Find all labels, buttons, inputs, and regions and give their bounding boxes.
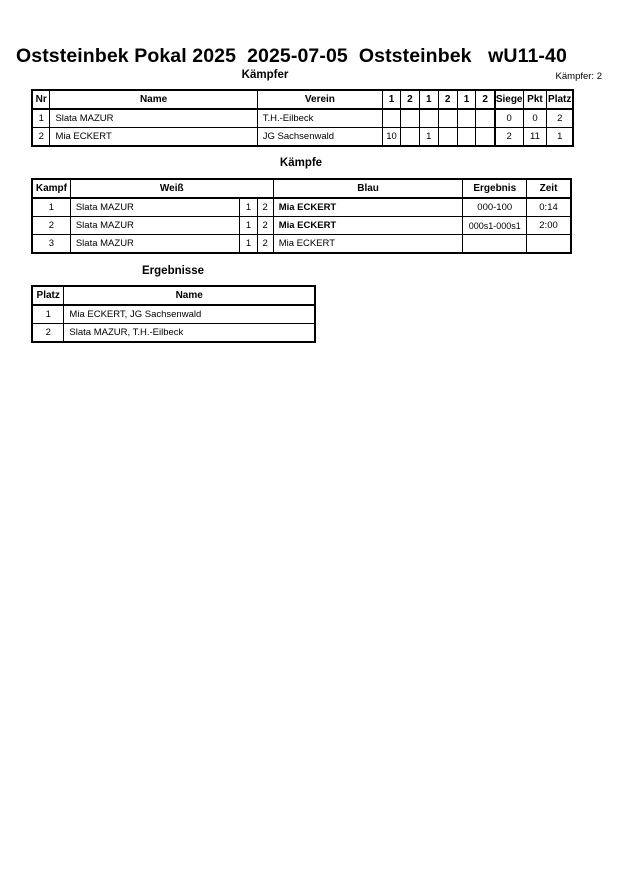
cell-place: 1: [32, 305, 64, 324]
cell-white-score: 1: [240, 217, 257, 235]
col-fight: Kampf: [32, 179, 70, 198]
cell-round: [476, 128, 495, 147]
col-round: 1: [457, 90, 476, 109]
cell-blue: Mia ECKERT: [273, 235, 463, 254]
col-place: Platz: [547, 90, 573, 109]
table-row: [32, 198, 571, 217]
fights-table: [31, 178, 572, 254]
cell-round: [457, 109, 476, 128]
cell-fight-num: 2: [32, 217, 70, 235]
cell-club: JG Sachsenwald: [257, 128, 382, 147]
cell-round: [457, 128, 476, 147]
col-place: Platz: [32, 286, 64, 305]
fighters-count: Kämpfer: 2: [555, 71, 602, 82]
cell-points: 0: [523, 109, 547, 128]
cell-place: 2: [547, 109, 573, 128]
cell-round: [419, 109, 438, 128]
results-table: [31, 285, 316, 343]
fighters-heading: Kämpfer: [241, 69, 289, 81]
cell-result: 000-100: [463, 198, 527, 217]
cell-time: [527, 235, 571, 254]
cell-white: Slata MAZUR: [70, 235, 240, 254]
cell-round: [401, 109, 420, 128]
col-nr: Nr: [32, 90, 50, 109]
results-heading: Ergebnisse: [142, 265, 204, 277]
col-round: 2: [438, 90, 457, 109]
cell-white-score: 1: [240, 235, 257, 254]
cell-result: [463, 235, 527, 254]
cell-round: [438, 128, 457, 147]
cell-name: Slata MAZUR: [50, 109, 257, 128]
cell-fight-num: 3: [32, 235, 70, 254]
cell-blue: Mia ECKERT: [273, 198, 463, 217]
cell-club: T.H.-Eilbeck: [257, 109, 382, 128]
cell-round: [401, 128, 420, 147]
cell-points: 11: [523, 128, 547, 147]
col-white: Weiß: [70, 179, 273, 198]
cell-place: 2: [32, 324, 64, 343]
cell-round: 10: [383, 128, 401, 147]
col-round: 1: [383, 90, 401, 109]
cell-name: Slata MAZUR, T.H.-Eilbeck: [64, 324, 315, 343]
cell-white-score: 1: [240, 198, 257, 217]
fights-header-row: [32, 179, 571, 198]
cell-white-score: 2: [257, 235, 273, 254]
cell-time: 0:14: [527, 198, 571, 217]
page-title: Oststeinbek Pokal 2025 2025-07-05 Oststeinbek wU11-40: [16, 45, 567, 67]
fights-heading: Kämpfe: [279, 157, 323, 169]
table-row: [32, 235, 571, 254]
cell-round: [476, 109, 495, 128]
cell-nr: 1: [32, 109, 50, 128]
table-row: [32, 324, 315, 343]
col-blue: Blau: [273, 179, 463, 198]
cell-time: 2:00: [527, 217, 571, 235]
cell-nr: 2: [32, 128, 50, 147]
cell-round: [383, 109, 401, 128]
col-time: Zeit: [527, 179, 571, 198]
col-name: Name: [50, 90, 257, 109]
cell-white-score: 2: [257, 217, 273, 235]
col-points: Pkt: [523, 90, 547, 109]
cell-round: [438, 109, 457, 128]
table-row: [32, 128, 573, 147]
cell-wins: 2: [495, 128, 523, 147]
col-result: Ergebnis: [463, 179, 527, 198]
results-header-row: [32, 286, 315, 305]
cell-white: Slata MAZUR: [70, 198, 240, 217]
cell-round: 1: [419, 128, 438, 147]
cell-fight-num: 1: [32, 198, 70, 217]
cell-blue: Mia ECKERT: [273, 217, 463, 235]
col-round: 1: [419, 90, 438, 109]
cell-white-score: 2: [257, 198, 273, 217]
cell-name: Mia ECKERT, JG Sachsenwald: [64, 305, 315, 324]
cell-result: 000s1-000s1: [463, 217, 527, 235]
cell-place: 1: [547, 128, 573, 147]
table-row: [32, 305, 315, 324]
col-club: Verein: [257, 90, 382, 109]
col-round: 2: [401, 90, 420, 109]
cell-wins: 0: [495, 109, 523, 128]
table-row: [32, 109, 573, 128]
cell-white: Slata MAZUR: [70, 217, 240, 235]
fighters-table: [31, 89, 574, 147]
col-name: Name: [64, 286, 315, 305]
cell-name: Mia ECKERT: [50, 128, 257, 147]
table-row: [32, 217, 571, 235]
fighters-header-row: [32, 90, 573, 109]
col-round: 2: [476, 90, 495, 109]
col-wins: Siege: [495, 90, 523, 109]
